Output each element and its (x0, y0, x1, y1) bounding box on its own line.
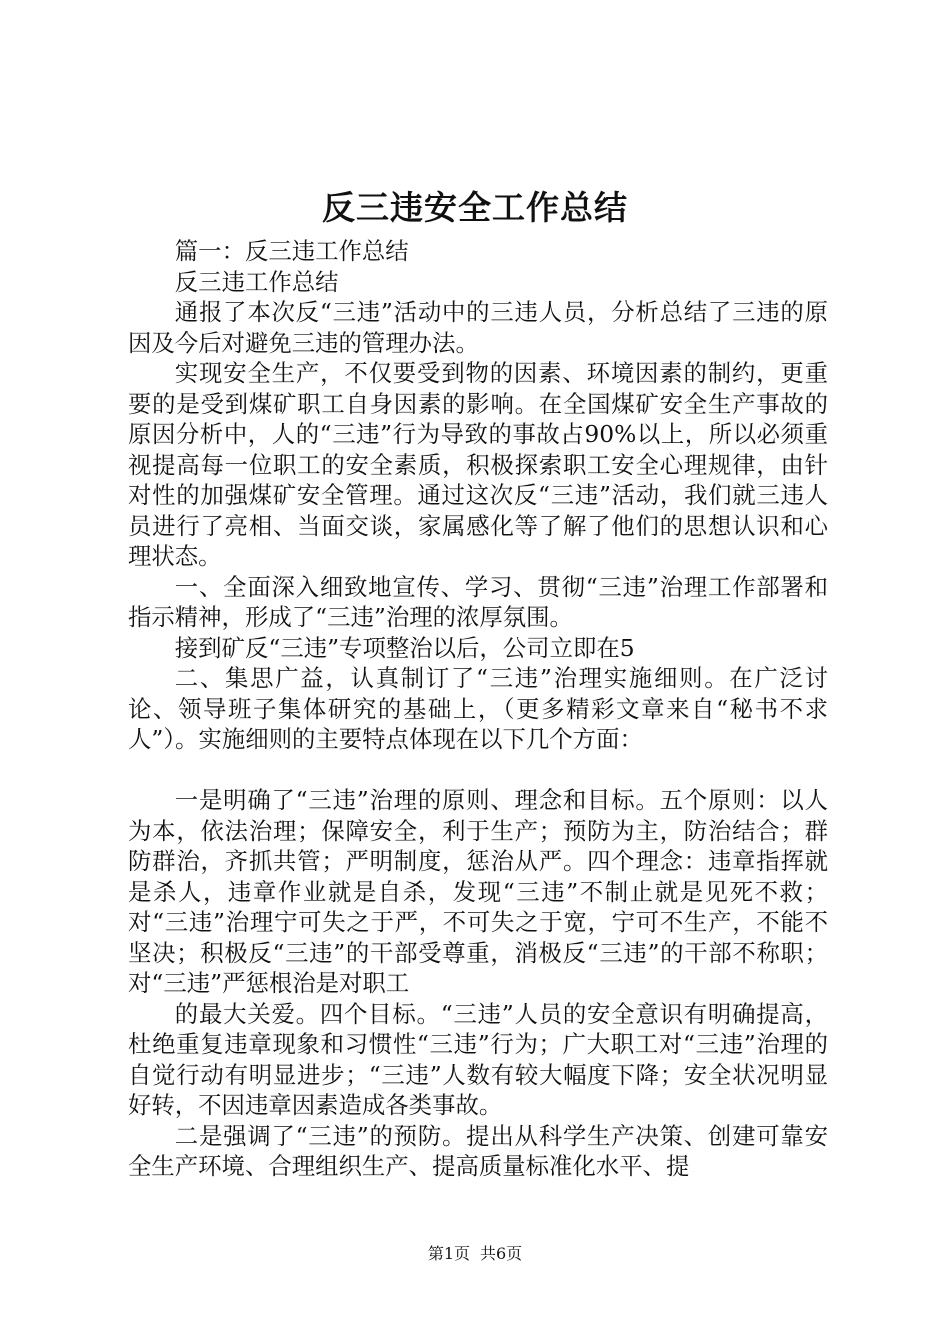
paragraph: 接到矿反“三违”专项整治以后，公司立即在5 (174, 633, 635, 662)
paragraph: 一、全面深入细致地宣传、学习、贯彻“三违”治理工作部署和指示精神，形成了“三违”治理的浓厚氛围。 (128, 572, 828, 631)
page-footer (0, 1243, 950, 1265)
document-body (128, 236, 828, 1182)
page-number: 第1页 (427, 1244, 470, 1263)
paragraph: 一是明确了“三违”治理的原则、理念和目标。五个原则：以人为本，依法治理；保障安全，利于生产；预防为主，防治结合；群防群治，齐抓共管；严明制度，惩治从严。四个理念：违章指挥就是杀人，违章作业就是自杀，发现“三违”不制止就是见死不救；对“三违”治理宁可失之于严，不可失之于宽，宁可不生产，不能不坚决；积极反“三违”的干部受尊重，消极反“三违”的干部不称职；对“三违”严惩根治是对职工 (128, 786, 828, 997)
paragraph: 二、集思广益，认真制订了“三违”治理实施细则。在广泛讨论、领导班子集体研究的基础上，（更多精彩文章来自“秘书不求人”）。实施细则的主要特点体现在以下几个方面： (128, 664, 828, 753)
paragraph-subtitle: 反三违工作总结 (174, 267, 339, 296)
blank-line (128, 755, 828, 786)
paragraph: 实现安全生产，不仅要受到物的因素、环境因素的制约，更重要的是受到煤矿职工自身因素的影响。在全国煤矿安全生产事故的原因分析中，人的“三违”行为导致的事故占90%以上，所以必须重视提高每一位职工的安全素质，积极探索职工安全心理规律，由针对性的加强煤矿安全管理。通过这次反“三违”活动，我们就三违人员进行了亮相、当面交谈，家属感化等了解了他们的思想认识和心理状态。 (128, 359, 828, 570)
page-total: 共6页 (480, 1244, 523, 1263)
paragraph-section-heading: 篇一：反三违工作总结 (174, 237, 409, 265)
paragraph: 的最大关爱。四个目标。“三违”人员的安全意识有明确提高，杜绝重复违章现象和习惯性“三违”行为；广大职工对“三违”治理的自觉行动有明显进步；“三违”人数有较大幅度下降；安全状况明显好转，不因违章因素造成各类事故。 (128, 999, 828, 1119)
document-title: 反三违安全工作总结 (322, 188, 628, 227)
paragraph: 通报了本次反“三违”活动中的三违人员，分析总结了三违的原因及今后对避免三违的管理办法。 (128, 298, 828, 357)
paragraph: 二是强调了“三违”的预防。提出从科学生产决策、创建可靠安全生产环境、合理组织生产、提高质量标准化水平、提 (128, 1121, 828, 1180)
